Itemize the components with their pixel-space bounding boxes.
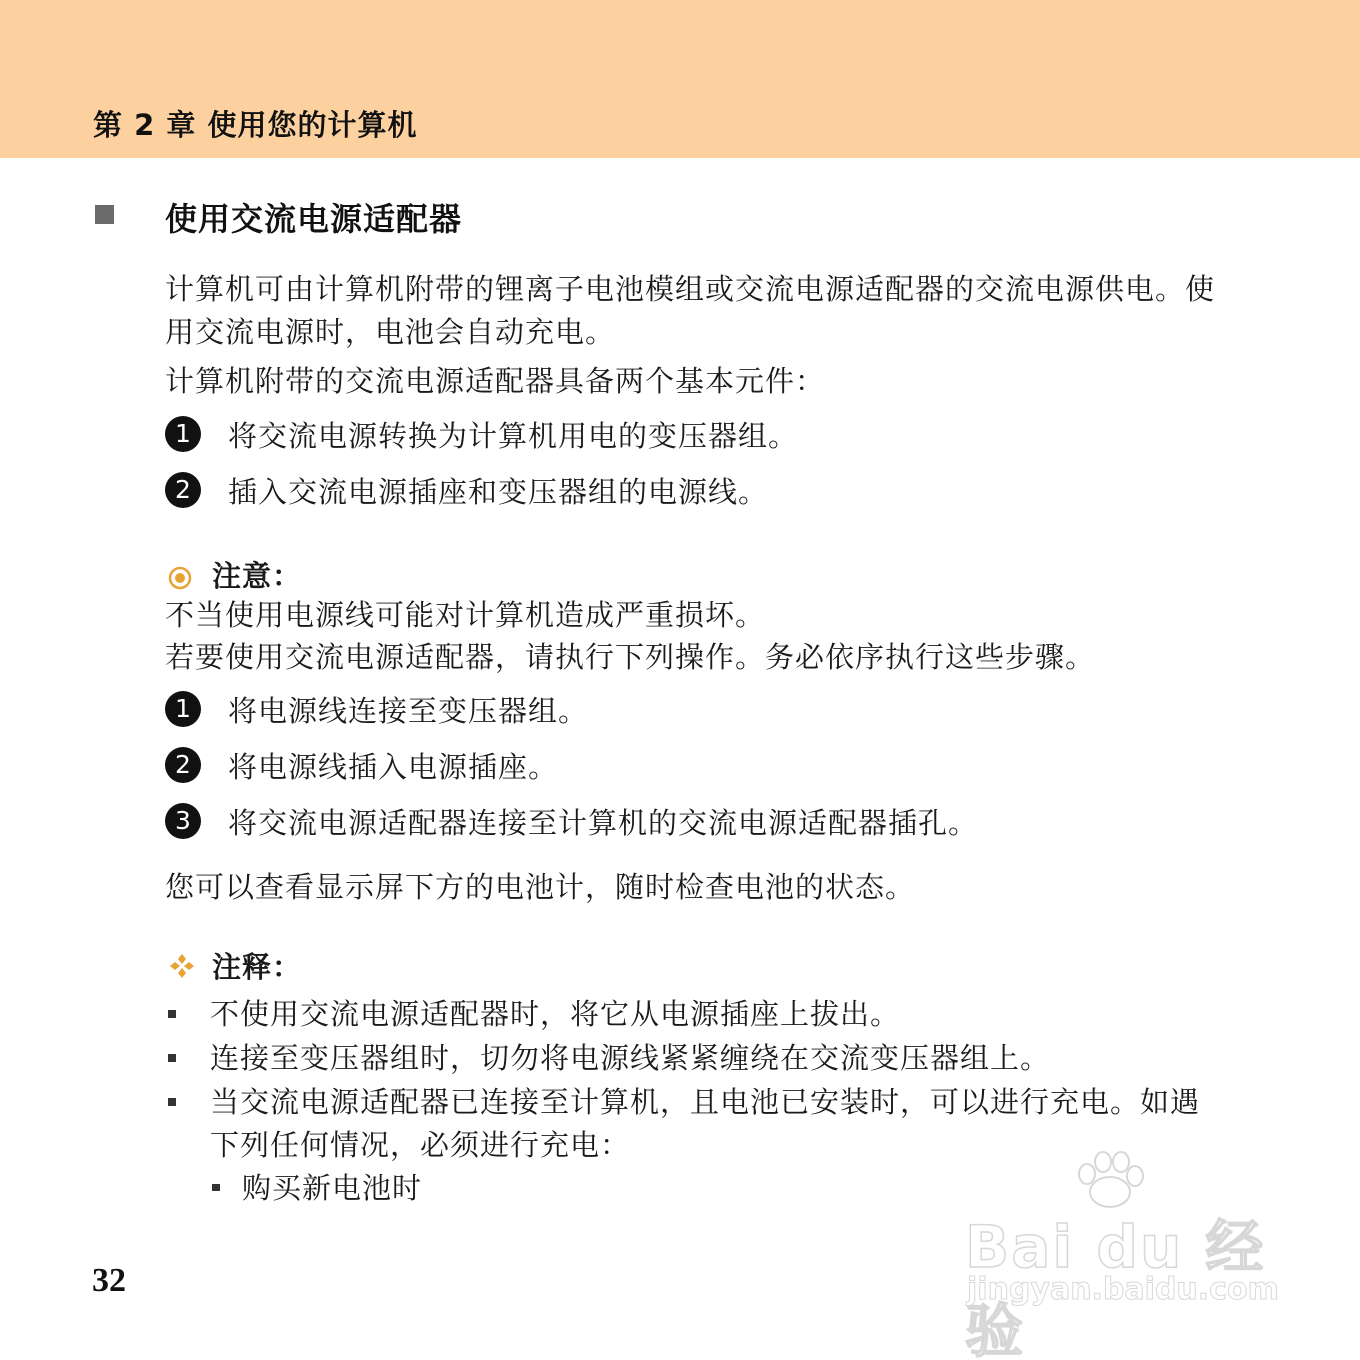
note-item-1 [168,993,1228,1036]
section-title: 使用交流电源适配器 [165,200,463,238]
page-number: 32 [92,1262,126,1299]
number-3-icon: 3 [165,803,201,839]
caution-line-1: 不当使用电源线可能对计算机造成严重损坏。 [165,598,766,632]
section-square-bullet [95,205,114,224]
step-item-1 [165,689,588,729]
note-item-2 [168,1037,1228,1080]
intro-paragraph-1: 计算机可由计算机附带的锂离子电池模组或交流电源适配器的交流电源供电。使用交流电源时，电池会自动充电。 [165,272,1216,349]
note-item-text: 当交流电源适配器已连接至计算机，且电池已安装时，可以进行充电。如遇下列任何情况，必须进行充电： [210,1085,1201,1162]
battery-status-text: 您可以查看显示屏下方的电池计，随时检查电池的状态。 [165,870,916,904]
step-item-text: 将电源线连接至变压器组。 [228,693,589,728]
step-item-text: 将电源线插入电源插座。 [228,749,559,784]
step-item-3 [165,801,978,841]
component-item-1 [165,414,798,454]
note-item-text: 不使用交流电源适配器时，将它从电源插座上拔出。 [210,997,901,1031]
notes-heading [168,945,302,986]
number-2-icon: 2 [165,747,201,783]
note-item-text: 连接至变压器组时，切勿将电源线紧紧缠绕在交流变压器组上。 [210,1041,1051,1075]
step-item-text: 将交流电源适配器连接至计算机的交流电源适配器插孔。 [228,805,979,840]
notes-heading-text: 注释： [212,950,303,984]
component-item-text: 插入交流电源插座和变压器组的电源线。 [228,474,769,509]
chapter-title: 第 2 章 使用您的计算机 [93,108,418,142]
intro-paragraph-2: 计算机附带的交流电源适配器具备两个基本元件： [165,364,826,398]
caution-line-2: 若要使用交流电源适配器，请执行下列操作。务必依序执行这些步骤。 [165,640,1096,674]
square-bullet-icon [212,1184,220,1191]
watermark-logo-text: Bai du 经验 [965,1213,1266,1360]
number-1-icon: 1 [165,691,201,727]
number-2-icon: 2 [165,472,201,508]
step-item-2 [165,745,558,785]
caution-heading-text: 注意： [212,559,303,593]
square-bullet-icon [168,1054,176,1062]
watermark-url-text: jingyan.baidu.com [967,1272,1279,1307]
diamond-cluster-icon [168,952,196,980]
square-bullet-icon [168,1010,176,1018]
component-item-2 [165,470,768,510]
baidu-jingyan-watermark [965,1150,1285,1360]
note-sub-item-text: 购买新电池时 [242,1171,423,1205]
square-bullet-icon [168,1098,176,1106]
note-sub-item-1 [212,1167,422,1210]
caution-heading [168,554,302,595]
number-1-icon: 1 [165,416,201,452]
component-item-text: 将交流电源转换为计算机用电的变压器组。 [228,418,799,453]
caution-icon [168,563,192,587]
